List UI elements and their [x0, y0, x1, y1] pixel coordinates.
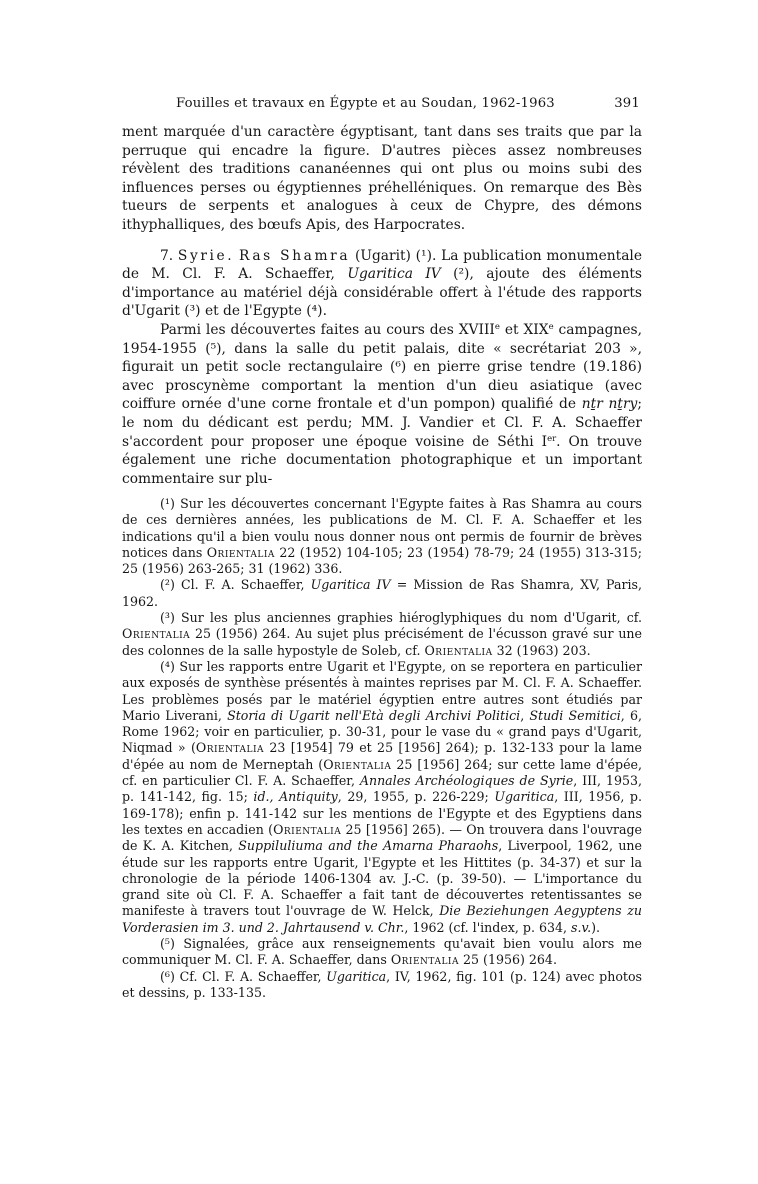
- text-run: 25 [1956] 264; sur cette lame d'épée, cf. en particulier Cl. F. A. Schaeffer,: [122, 756, 642, 789]
- ordinal-suffix: e: [494, 321, 500, 332]
- journal-name: Orientalia: [390, 952, 459, 968]
- text-run: Sur les plus anciennes graphies hiéroglyphiques du nom d'Ugarit, cf.: [181, 610, 642, 626]
- text-run: Signalées, grâce aux renseignements qu'avait bien voulu alors me communiquer M. Cl. F. A. Schaeffer, dans: [122, 936, 642, 968]
- footnote-5: [122, 936, 642, 969]
- text-run: 25 (1956) 264. Au sujet plus précisément de l'écusson gravé sur une des colonnes de la salle hypostyle de Soleb, cf.: [122, 626, 642, 658]
- journal-name: Orientalia: [195, 740, 265, 756]
- ordinal-suffix: e: [548, 321, 554, 332]
- text-run: 32 (1963) 203.: [496, 642, 591, 658]
- text-run: , III, 1953, p. 141-142, fig. 15;: [122, 773, 642, 805]
- journal-title: id., Antiquity: [253, 789, 338, 805]
- footnote-ref: (³): [184, 303, 201, 320]
- text-run: Sur les découvertes concernant l'Egypte faites à Ras Shamra au cours de ces dernières années, les publications de M. Cl. F. A. Schaeffer et les indications qu'il a bien voulu nous donner nous ont permis de fournir de brèves notices dans: [122, 496, 642, 560]
- site-name: Ras Shamra: [239, 247, 351, 264]
- book-title: Ugaritica: [326, 968, 387, 984]
- series-title: Studi Semitici: [529, 707, 621, 723]
- text-run: Parmi les découvertes faites au cours des XVIII: [160, 321, 495, 338]
- book-title: Ugaritica IV: [310, 577, 391, 593]
- journal-name: Orientalia: [273, 821, 342, 837]
- journal-name: Orientalia: [206, 544, 275, 560]
- footnote-1: [122, 496, 642, 577]
- site-alt-name: (Ugarit): [354, 247, 411, 264]
- footnote-ref: (⁴): [306, 303, 323, 320]
- text-run: Cl. F. A. Schaeffer,: [180, 577, 305, 593]
- text-run: , ajoute des éléments d'importance au matériel déjà considérable offert à l'étude des rapports d'Ugarit: [122, 266, 643, 320]
- text-run: Sur les rapports entre Ugarit et l'Egypte, on se reportera en particulier aux exposés de synthèse présentés à maintes reprises par M. Cl. F. A. Schaeffer. Les problèmes posés par le matériel égyptien entre autres sont étudiés par Mario Liverani,: [122, 658, 642, 723]
- footnote-mark: (¹): [160, 496, 175, 511]
- footnote-ref: (⁵): [205, 340, 222, 357]
- ordinal-suffix: er: [547, 433, 557, 444]
- text-run: , dans la salle du petit palais, dite « secrétariat 203 », figurait un petit socle rectangulaire: [122, 340, 642, 376]
- text-run: et de l'Egypte: [204, 303, 302, 320]
- text-run: , 29, 1955, p. 226-229;: [337, 789, 489, 805]
- book-title: Suppiluliuma and the Amarna Pharaohs: [238, 838, 499, 854]
- footnote-4: [122, 659, 642, 936]
- text-run: ; le nom du dédicant est perdu; MM. J. Vandier et Cl. F. A. Schaeffer s'accordent pour proposer une époque voisine de Séthi I: [122, 396, 643, 450]
- text-run: , 6, Rome 1962; voir en particulier, p. 30-31, pour le vase du « grand pays d'Ugarit, Niqmad » (: [122, 707, 642, 756]
- text-run: 25 (1956) 264.: [463, 952, 557, 968]
- section-heading-syrie: Syrie.: [177, 247, 235, 264]
- footnote-ref: (²): [453, 266, 470, 283]
- abbreviation: s.v.: [571, 919, 592, 935]
- footnote-ref: (⁶): [389, 359, 407, 376]
- text-run: Cf. Cl. F. A. Schaeffer,: [179, 968, 322, 984]
- text-run: . La publication monumentale de M. Cl. F. A. Schaeffer,: [122, 247, 642, 283]
- journal-name: Orientalia: [323, 756, 392, 772]
- main-text: [122, 123, 642, 488]
- text-run: .: [322, 303, 327, 320]
- footnote-mark: (⁶): [160, 968, 175, 984]
- text-run: 23 [1954] 79 et 25 [1956] 264); p. 132-133 pour la lame d'épée au nom de Merneptah (: [122, 740, 642, 772]
- text-run: ,: [520, 707, 525, 723]
- text-run: , 1962 (cf. l'index, p. 634,: [404, 919, 568, 935]
- book-title: Ugaritica IV: [347, 266, 441, 283]
- text-run: = Mission de Ras Shamra, XV, Paris, 1962.: [122, 577, 642, 609]
- text-run: , IV, 1962, fig. 101 (p. 124) avec photos et dessins, p. 133-135.: [122, 968, 643, 1000]
- text-run: 25 [1956] 265). — On trouvera dans l'ouvrage de K. A. Kitchen,: [122, 821, 642, 854]
- section-number: 7.: [160, 247, 174, 264]
- running-header: [122, 96, 642, 114]
- text-run: campagnes, 1954-1955: [122, 321, 642, 357]
- text-run: , Liverpool, 1962, une étude sur les rapports entre Ugarit, l'Egypte et les Hittites (p. 34-37) et sur la chronologie de la période 1406-1304 av. J.-C. (p. 39-50). — L'importance du grand site où Cl. F. A. Schaeffer a fait tant de découvertes retentissantes se manifeste à travers tout l'ouvrage de W. Helck,: [122, 838, 642, 919]
- text-run: ).: [591, 919, 601, 935]
- journal-name: Orientalia: [122, 626, 191, 642]
- running-title: Fouilles et travaux en Égypte et au Soudan, 1962-1963: [176, 96, 555, 111]
- book-title: Die Beziehungen Aegyptens zu Vorderasien im 3. und 2. Jahrtausend v. Chr.: [122, 903, 642, 935]
- paragraph-discoveries: [122, 321, 642, 488]
- text-run: en pierre grise tendre (19.186) avec proscynème comportant la mention d'un dieu asiatique (avec coiffure ornée d'une corne frontale et d'un pompon) qualifié de: [122, 359, 642, 413]
- paragraph-syrie-ras-shamra: [122, 247, 642, 321]
- page-number: 391: [614, 96, 640, 111]
- footnote-2: [122, 577, 642, 610]
- footnote-mark: (²): [160, 577, 175, 593]
- book-title: Storia di Ugarit nell'Età degli Archivi Politici: [227, 707, 521, 723]
- footnotes: [122, 496, 642, 1001]
- footnote-mark: (⁴): [160, 658, 175, 674]
- transliteration: nṯr nṯry: [581, 396, 638, 413]
- text-run: et XIX: [504, 321, 549, 338]
- footnote-mark: (³): [160, 610, 175, 626]
- paragraph-continuation: ment marquée d'un caractère égyptisant, tant dans ses traits que par la perruque qui encadre la figure. D'autres pièces assez nombreuses révèlent des traditions cananéennes qui ont plus ou moins subi des influences perses ou égyptiennes préhelléniques. On remarque des Bès tueurs de serpents et analogues à ceux de Chypre, des démons ithyphalliques, des bœufs Apis, des Harpocrates.: [122, 124, 642, 233]
- text-run: , III, 1956, p. 169-178); enfin p. 141-142 sur les mentions de l'Egypte et des Egyptiens dans les textes en accadien (: [122, 789, 642, 837]
- book-title: Ugaritica: [494, 789, 555, 805]
- footnote-6: [122, 969, 642, 1002]
- text-run: 22 (1952) 104-105; 23 (1954) 78-79; 24 (1955) 313-315; 25 (1956) 263-265; 31 (1962) 336.: [122, 544, 642, 577]
- footnote-mark: (⁵): [160, 936, 175, 952]
- footnote-ref: (¹): [415, 247, 432, 264]
- text-run: . On trouve également une riche documentation photographique et un important commentaire sur plu-: [122, 433, 642, 487]
- journal-title: Annales Archéologiques de Syrie: [359, 773, 574, 789]
- footnote-3: [122, 610, 642, 659]
- journal-name: Orientalia: [424, 642, 493, 658]
